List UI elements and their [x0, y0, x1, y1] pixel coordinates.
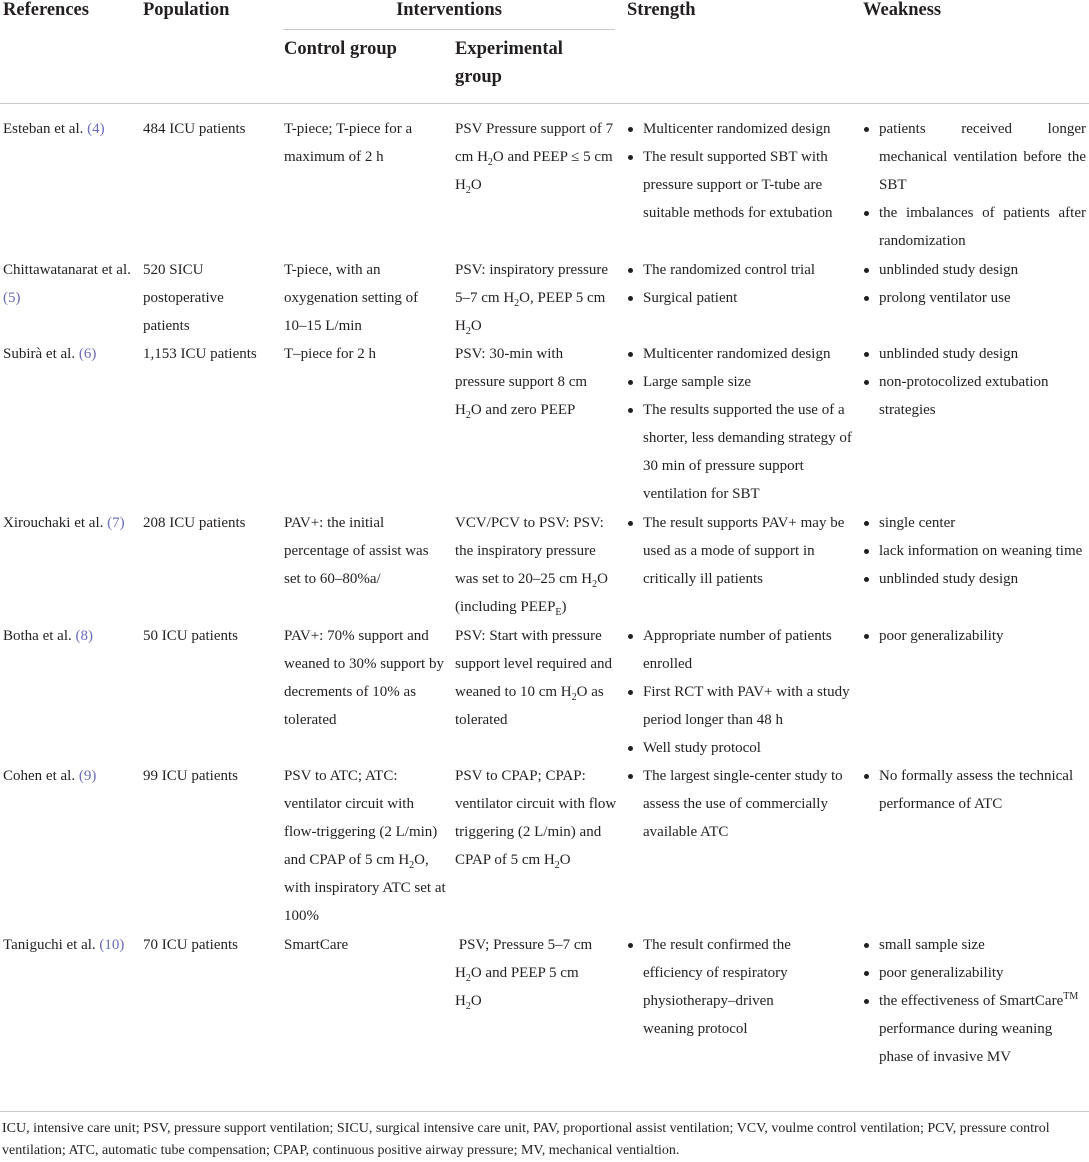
ref-name: Taniguchi et al.	[3, 937, 96, 953]
list-item: the imbalances of patients after randomization	[864, 199, 1086, 255]
control-cell: T-piece; T-piece for a maximum of 2 h	[284, 121, 413, 165]
list-item: The result supports PAV+ may be used as a mode of support in critically ill patients	[628, 509, 856, 593]
citation-link[interactable]: (4)	[87, 121, 105, 137]
header-references: References	[3, 0, 89, 20]
header-population: Population	[143, 0, 230, 20]
population-cell: 99 ICU patients	[143, 768, 238, 784]
list-item: Well study protocol	[628, 734, 856, 762]
control-cell: T-piece, with an oxygenation setting of 10–15 L/min	[284, 262, 419, 334]
list-item: The largest single-center study to assess the use of commercially available ATC	[628, 762, 856, 846]
list-item: Large sample size	[628, 368, 856, 396]
ref-name: Subirà et al.	[3, 346, 76, 362]
weakness-list	[864, 931, 1086, 1071]
list-item: poor generalizability	[864, 622, 1086, 650]
ref-cell	[3, 622, 138, 650]
list-item: small sample size	[864, 931, 1086, 959]
weakness-list	[864, 509, 1086, 593]
weakness-list	[864, 256, 1086, 312]
weakness-list	[864, 115, 1086, 255]
header-experimental-group: Experimental group	[455, 39, 563, 87]
control-cell: PSV to ATC; ATC: ventilator circuit with flow-triggering (2 L/min) and CPAP of 5 cm $H_2O$, with inspiratory ATC set at 100%	[284, 768, 446, 924]
ref-name: Esteban et al.	[3, 121, 84, 137]
ref-cell	[3, 931, 143, 959]
experimental-cell: PSV: inspiratory pressure 5–7 cm $H_2O$, PEEP 5 cm $H_2O$	[455, 262, 609, 337]
experimental-cell: VCV/PCV to PSV: PSV: the inspiratory pressure was set to 20–25 cm $H_2O$ (including $PEEP_E$)	[455, 515, 608, 618]
header-interventions: Interventions	[396, 0, 502, 20]
ref-name: Botha et al.	[3, 628, 72, 644]
citation-link[interactable]: (6)	[78, 346, 97, 362]
list-item: poor generalizability	[864, 959, 1086, 987]
strength-list	[628, 762, 856, 846]
citation-link[interactable]: (5)	[3, 290, 21, 306]
list-item: The results supported the use of a shorter, less demanding strategy of 30 min of pressure support ventilation for SBT	[628, 396, 856, 508]
list-item: non-protocolized extubation strategies	[864, 368, 1086, 424]
experimental-cell: PSV Pressure support of 7 cm $H_2O$ and PEEP ≤ 5 cm $H_2O$	[455, 121, 614, 196]
population-cell: 520 SICU postoperative patients	[143, 262, 224, 334]
strength-list	[628, 115, 856, 227]
citation-link[interactable]: (9)	[78, 768, 97, 784]
list-item: the effectiveness of SmartCare™ performance during weaning phase of invasive MV	[864, 987, 1086, 1071]
population-cell: 50 ICU patients	[143, 628, 238, 644]
list-item: Appropriate number of patients enrolled	[628, 622, 856, 678]
header-rule	[0, 103, 1089, 104]
footer-rule	[0, 1111, 1089, 1112]
list-item: The result supported SBT with pressure support or T-tube are suitable methods for extubation	[628, 143, 856, 227]
list-item: The randomized control trial	[628, 256, 856, 284]
citation-link[interactable]: (7)	[107, 515, 125, 531]
header-control-group: Control group	[284, 39, 397, 59]
population-cell: 70 ICU patients	[143, 937, 238, 953]
ref-cell	[3, 762, 138, 790]
list-item: unblinded study design	[864, 256, 1086, 284]
control-cell: T–piece for 2 h	[284, 346, 377, 362]
ref-cell	[3, 340, 138, 368]
population-cell: 484 ICU patients	[143, 121, 246, 137]
strength-list	[628, 622, 856, 762]
list-item: No formally assess the technical performance of ATC	[864, 762, 1086, 818]
weakness-list	[864, 622, 1086, 650]
strength-list	[628, 256, 856, 312]
citation-link[interactable]: (10)	[99, 937, 125, 953]
list-item: prolong ventilator use	[864, 284, 1086, 312]
experimental-cell: PSV; Pressure 5–7 cm $H_2O$ and PEEP 5 cm $H_2O$	[455, 937, 593, 1012]
header-strength: Strength	[627, 0, 696, 20]
list-item: Surgical patient	[628, 284, 856, 312]
ref-cell	[3, 256, 133, 312]
ref-name: Chittawatanarat et al.	[3, 262, 131, 278]
citation-link[interactable]: (8)	[75, 628, 93, 644]
ref-cell	[3, 509, 138, 537]
list-item: unblinded study design	[864, 340, 1086, 368]
weakness-list	[864, 762, 1086, 818]
strength-list	[628, 340, 856, 508]
population-cell: 208 ICU patients	[143, 515, 246, 531]
list-item: patients received longer mechanical ventilation before the SBT	[864, 115, 1086, 199]
control-cell: PAV+: 70% support and weaned to 30% support by decrements of 10% as tolerated	[284, 628, 444, 728]
ref-name: Cohen et al.	[3, 768, 76, 784]
list-item: unblinded study design	[864, 565, 1086, 593]
list-item: Multicenter randomized design	[628, 115, 856, 143]
ref-cell	[3, 115, 138, 143]
ref-name: Xirouchaki et al.	[3, 515, 104, 531]
list-item: First RCT with PAV+ with a study period longer than 48 h	[628, 678, 856, 734]
strength-list	[628, 509, 856, 593]
control-cell: PAV+: the initial percentage of assist was set to 60–80%a/	[284, 515, 429, 587]
list-item: single center	[864, 509, 1086, 537]
experimental-cell: PSV: 30-min with pressure support 8 cm $H_2O$ and zero PEEP	[455, 346, 588, 421]
experimental-cell: PSV to CPAP; CPAP: ventilator circuit with flow triggering (2 L/min) and CPAP of 5 cm $H_2O$	[455, 768, 617, 871]
list-item: The result confirmed the efficiency of respiratory physiotherapy–driven weaning protocol	[628, 931, 828, 1043]
experimental-cell: PSV: Start with pressure support level required and weaned to 10 cm $H_2O$ as tolerated	[455, 628, 613, 728]
list-item: lack information on weaning time	[864, 537, 1086, 565]
table-footnote: ICU, intensive care unit; PSV, pressure support ventilation; SICU, surgical intensive care unit, PAV, proportional assist ventilation; VCV, voulme control ventilation; PCV, pressure control ventilation; ATC, automatic tube compensation; CPAP, continuous positive airway pressure; MV, mechanical ventialtion.	[2, 1121, 1050, 1158]
header-weakness: Weakness	[863, 0, 942, 20]
list-item: Multicenter randomized design	[628, 340, 856, 368]
interventions-rule	[283, 29, 615, 30]
weakness-list	[864, 340, 1086, 424]
population-cell: 1,153 ICU patients	[143, 346, 257, 362]
strength-list	[628, 931, 828, 1043]
control-cell: SmartCare	[284, 937, 349, 953]
